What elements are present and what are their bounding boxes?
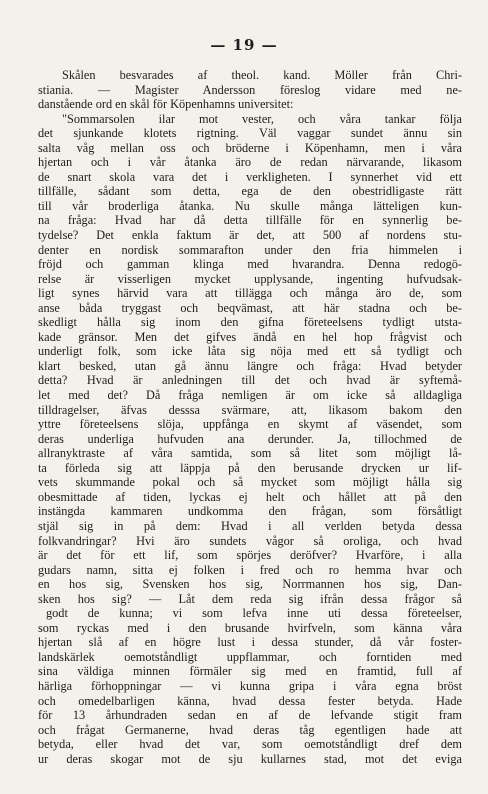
text-line: skedligt hålla sig inom den gifna företeelsens tydligt utsta- bbox=[38, 315, 462, 330]
text-line: de snart skola vara det i verkligheten. I synnerhet vid ett bbox=[38, 169, 462, 184]
text-line: det sjunkande klotets rigtning. Väl vaggar sundet ännu sin bbox=[38, 126, 462, 141]
text-line: gudars namn, sitta ej folken i fred och ro hemma hvar och bbox=[38, 562, 462, 577]
text-line: let med det? Då fråga nemligen är om icke så alldagliga bbox=[38, 388, 462, 403]
text-line: salta våg mellan oss och bröderne i Köpenhamn, men i våra bbox=[38, 140, 462, 155]
body-text bbox=[38, 68, 462, 766]
text-line: hjertan slå af en högre lust i dessa stunder, då vår foster- bbox=[38, 635, 462, 650]
text-line: detta? Hvad är anledningen till det och hvad är syftemå- bbox=[38, 373, 462, 388]
text-line: danstående ord en skål för Köpenhamns universitet: bbox=[38, 97, 294, 112]
text-line: landskärlek oemotståndligt uppflammar, och forntiden med bbox=[38, 649, 462, 664]
text-line: denter en nordisk sommarafton under den fria himmelen i bbox=[38, 242, 462, 257]
text-line: godt de kunna; vi som lefva inne uti dessa företeelser, bbox=[46, 606, 462, 621]
text-line: tydelse? Det enkla faktum är det, att 500 af nordens stu- bbox=[38, 228, 462, 243]
text-line: fröjd och gamman klinga med hvarandra. Denna redogö- bbox=[38, 257, 462, 272]
text-line: relse är visserligen mycket upplysande, ingenting hufvudsak- bbox=[38, 271, 462, 286]
text-line: obesmittade af tiden, lyckas ej helt och hållet att på den bbox=[38, 489, 462, 504]
text-line: anse båda tryggast och beqvämast, att här stadna och be- bbox=[38, 300, 462, 315]
text-line: kade gränsor. Men det gifves ändå en hel hop frågvist och bbox=[38, 329, 462, 344]
text-line: underligt folk, som icke låta sig nöja med ett så tydligt och bbox=[38, 344, 462, 359]
text-line: tilldragelser, äfvas desssa svärmare, att, likasom bakom den bbox=[38, 402, 462, 417]
text-line: sken hos sig? — Låt dem reda sig ifrån dessa frågor så bbox=[38, 591, 462, 606]
text-line: ur deras skogar mot de sju kullarnes stad, mot det evigа bbox=[38, 751, 462, 766]
text-line: för 13 århundraden sedan en af de lefvande stigit fram bbox=[38, 708, 462, 723]
text-line: och frågat Germanerne, hvad deras tåg egentligen hade att bbox=[38, 722, 462, 737]
text-line: yttre företeelsens slöja, uppfånga en skymt af väsendet, som bbox=[38, 417, 462, 432]
text-line: härliga förhoppningar — vi kunna gripa i våra egna bröst bbox=[38, 678, 462, 693]
text-line: na fråga: Hvad har då detta tillfälle för en synnerlig be- bbox=[38, 213, 462, 228]
text-line: folkvandringar? Hvi äro sundets vågor så oroliga, och hvad bbox=[38, 533, 462, 548]
text-line: allranyktraste af våra samtida, som så litet som möjligt lå- bbox=[38, 446, 462, 461]
text-line: och omedelbarligen känna, hvad dessa fester betyda. Hade bbox=[38, 693, 462, 708]
text-line: vets skummande pokal och så mycket som möjligt hålla sig bbox=[38, 475, 462, 490]
text-line: betyda, eller hvad det var, som oemotståndligt dref dem bbox=[38, 737, 462, 752]
text-line: instängda kammaren undkomma den frågan, som försåtligt bbox=[38, 504, 462, 519]
text-line: sina väldiga minnen förmäler sig med en framtid, full af bbox=[38, 664, 462, 679]
text-line: hjertan och i vår åtanka äro de redan närvarande, likasom bbox=[38, 155, 462, 170]
text-line: ta förleda sig att läppja på den berusande drycken ur lif- bbox=[38, 460, 462, 475]
text-line: tillfälle, sådant som detta, ega de den obestridligaste rätt bbox=[38, 184, 462, 199]
text-line: stiania. — Magister Andersson föreslog vidare med ne- bbox=[38, 82, 462, 97]
text-line: är det för ett lif, som spörjes deröfver? Hvarföre, i alla bbox=[38, 548, 462, 563]
text-line: som ryckas med i den brusande hvirfveln, som känna våra bbox=[38, 620, 462, 635]
text-line: en hos sig, Svensken hos sig, Norrmannen hos sig, Dan- bbox=[38, 577, 462, 592]
page-number: — 19 — bbox=[210, 36, 278, 54]
text-line: deras underliga hufvuden ana derunder. Ja, tillochmed de bbox=[38, 431, 462, 446]
text-line: klart besked, utan gå ännu längre och fråga: Hvad betyder bbox=[38, 358, 462, 373]
text-line: Skålen besvarades af theol. kand. Möller från Chri- bbox=[62, 68, 462, 82]
text-line: ligt synes härvid vara att tillägga och många äro de, som bbox=[38, 286, 462, 301]
text-line: till vår broderliga åtanka. Nu skulle många lätteligen kun- bbox=[38, 198, 462, 213]
text-line: stjäl sig in på dem: Hvad i all verlden betyda dessa bbox=[38, 518, 462, 533]
text-line: "Sommarsolen ilar mot vester, och våra tankar följa bbox=[62, 111, 462, 126]
